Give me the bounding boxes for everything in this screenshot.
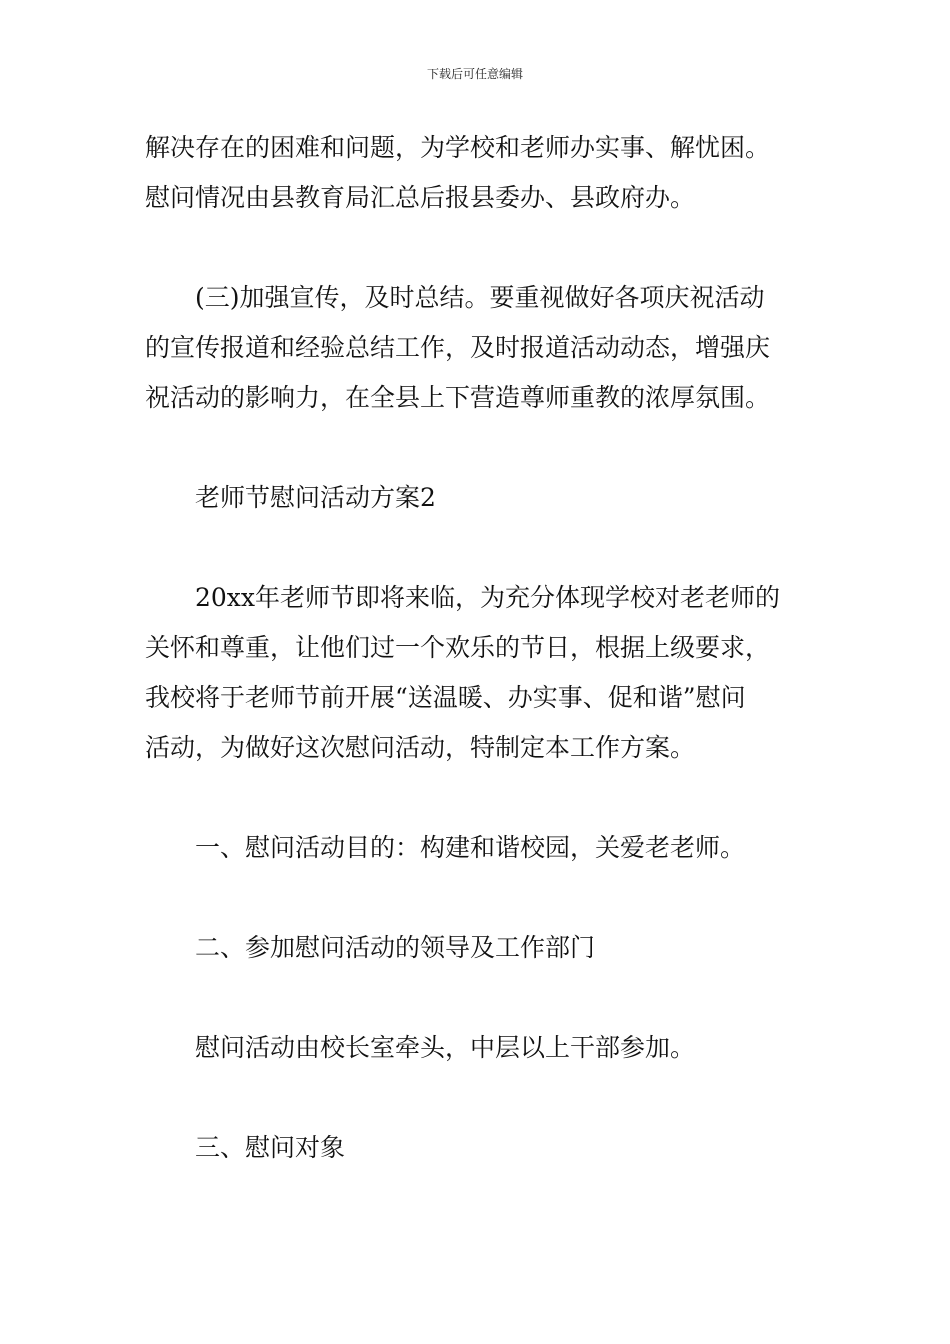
paragraph-line: 关怀和尊重，让他们过一个欢乐的节日，根据上级要求， [145, 633, 771, 662]
paragraph-line: 慰问活动由校长室牵头，中层以上干部参加。 [195, 1033, 696, 1062]
paragraph-2 [145, 273, 815, 423]
heading-text: 一、慰问活动目的：构建和谐校园，关爱老老师。 [195, 833, 746, 862]
paragraph-line: 的宣传报道和经验总结工作，及时报道活动动态，增强庆 [145, 333, 771, 362]
paragraph-4 [145, 1023, 815, 1073]
paragraph-line: 解决存在的困难和问题，为学校和老师办实事、解忧困。 [145, 133, 771, 162]
paragraph-line: 我校将于老师节前开展“送温暖、办实事、促和谐”慰问 [145, 683, 746, 712]
paragraph-line: 慰问情况由县教育局汇总后报县委办、县政府办。 [145, 183, 696, 212]
heading-text: 三、慰问对象 [195, 1133, 346, 1162]
paragraph-3 [145, 573, 815, 773]
page-header: 下载后可任意编辑 [426, 67, 523, 81]
paragraph-line: 20xx年老师节即将来临，为充分体现学校对老老师的 [195, 583, 781, 612]
paragraph-line: (三)加强宣传，及时总结。要重视做好各项庆祝活动 [195, 283, 765, 312]
section-title-text: 老师节慰问活动方案2 [195, 483, 436, 512]
heading-departments [145, 923, 815, 973]
paragraph-1 [145, 123, 815, 223]
paragraph-line: 祝活动的影响力，在全县上下营造尊师重教的浓厚氛围。 [145, 383, 771, 412]
heading-targets [145, 1123, 815, 1173]
heading-purpose [145, 823, 815, 873]
section-title [145, 473, 815, 523]
heading-text: 二、参加慰问活动的领导及工作部门 [195, 933, 596, 962]
paragraph-line: 活动，为做好这次慰问活动，特制定本工作方案。 [145, 733, 696, 762]
